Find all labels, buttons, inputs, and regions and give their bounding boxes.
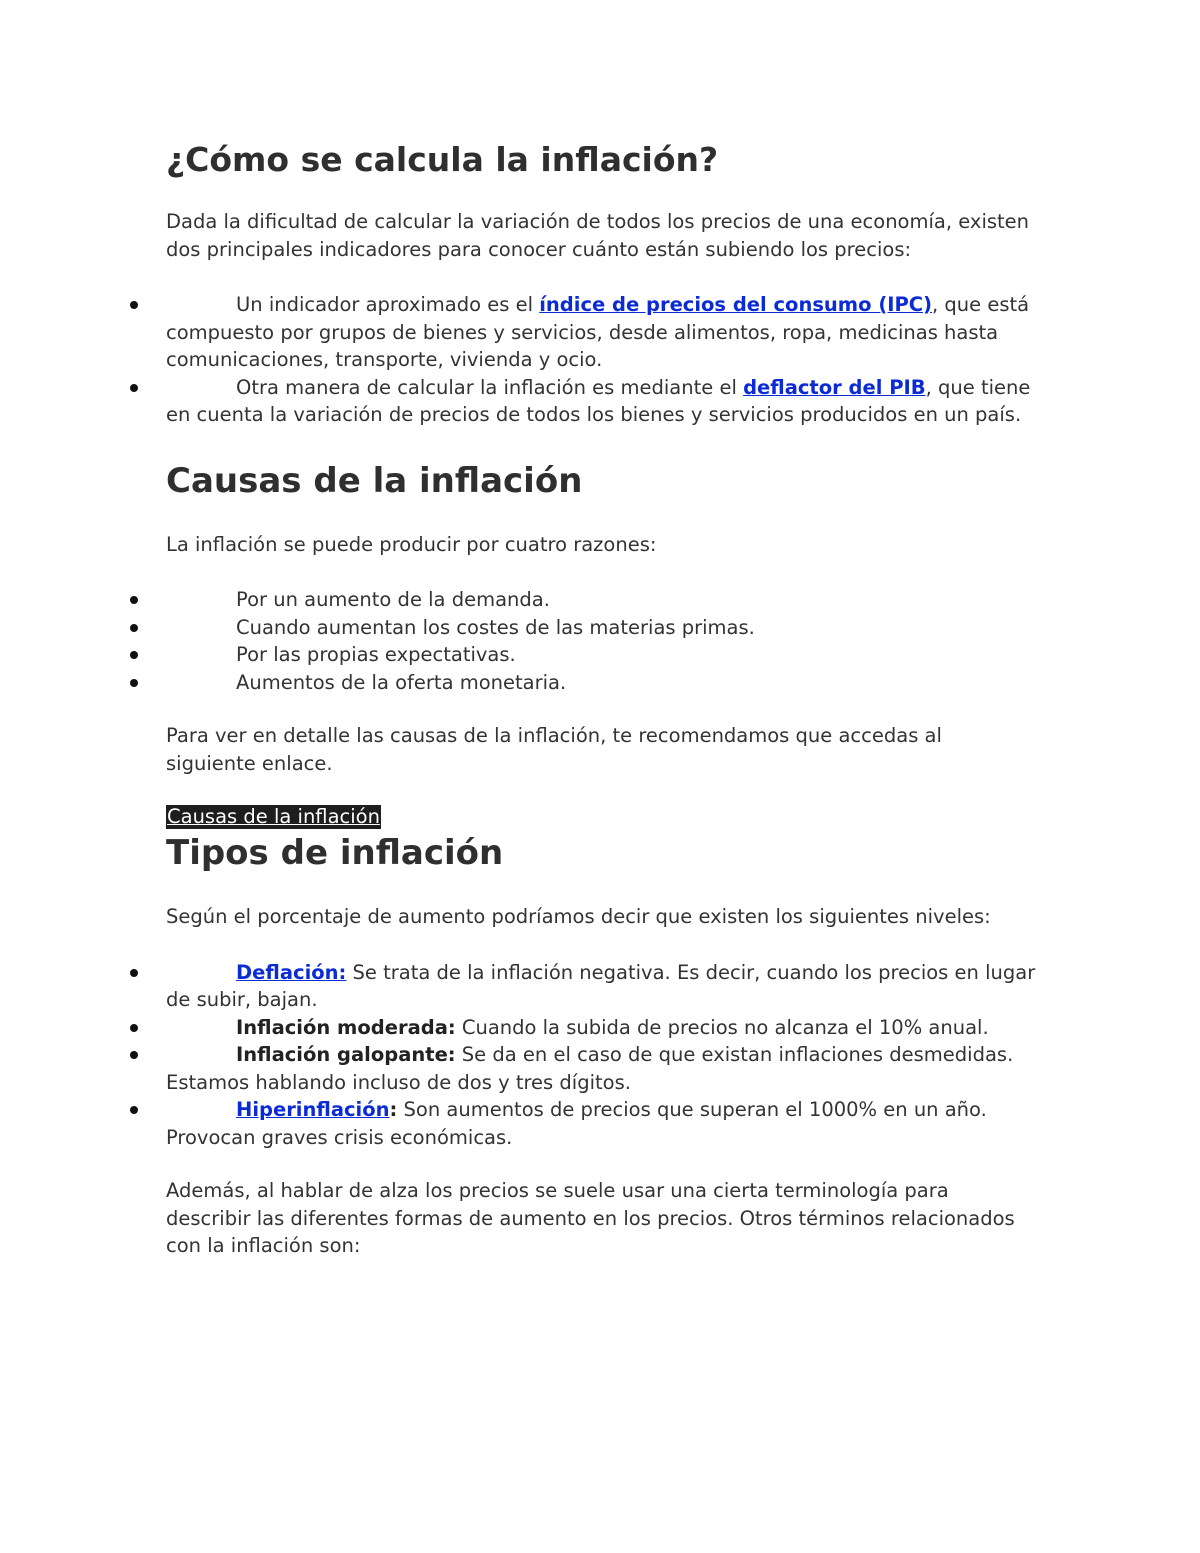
deflactor-pib-link[interactable]: deflactor del PIB (743, 375, 926, 399)
list-item-galopante (166, 1041, 1036, 1096)
term-colon: : (389, 1098, 398, 1121)
paragraph-intro-tipos: Según el porcentaje de aumento podríamos decir que existen los siguientes niveles: (166, 905, 991, 928)
bullet-icon (130, 969, 138, 977)
bullet-icon (130, 1051, 138, 1059)
list-item-text: Un indicador aproximado es el (236, 293, 540, 316)
list-item (166, 641, 1036, 669)
list-item-text: Se trata de la inflación negativa. Es decir, cuando los precios en lugar de subir, bajan. (166, 960, 1036, 1011)
list-causas (166, 586, 1036, 696)
list-item-text: Se da en el caso de que existan inflaciones desmedidas. Estamos hablando incluso de dos y tres dígitos. (166, 1043, 1014, 1094)
paragraph-recomendacion: Para ver en detalle las causas de la inflación, te recomendamos que accedas al siguiente enlace. (166, 724, 942, 775)
list-item-text: Por un aumento de la demanda. (236, 588, 550, 611)
list-item (166, 669, 1036, 697)
heading-calculo-inflacion: ¿Cómo se calcula la inflación? (166, 140, 719, 179)
term-label: Inflación galopante: (236, 1043, 456, 1066)
bullet-icon (130, 1024, 138, 1032)
list-item-text: Son aumentos de precios que superan el 1000% en un año. Provocan graves crisis económicas. (166, 1098, 987, 1149)
list-item-text: , que tiene en cuenta la variación de precios de todos los bienes y servicios producidos en un país. (166, 375, 1031, 426)
document-page (166, 138, 1036, 1260)
list-item (166, 586, 1036, 614)
list-item (166, 614, 1036, 642)
list-item-deflactor (166, 374, 1036, 429)
bullet-icon (130, 651, 138, 659)
list-item-text: Aumentos de la oferta monetaria. (236, 670, 567, 694)
paragraph-terminologia: Además, al hablar de alza los precios se suele usar una cierta terminología para describir las diferentes formas de aumento en los precios. Otros términos relacionados con la inflación son: (166, 1179, 1015, 1257)
list-item-text: , que está compuesto por grupos de bienes y servicios, desde alimentos, ropa, medicinas hasta comunicaciones, transporte, vivienda y ocio. (166, 293, 1030, 371)
bullet-icon (130, 596, 138, 604)
list-indicadores (166, 291, 1036, 429)
term-label: Inflación moderada: (236, 1015, 456, 1039)
bullet-icon (130, 679, 138, 687)
paragraph-intro-calculo: Dada la dificultad de calcular la variación de todos los precios de una economía, existen dos principales indicadores para conocer cuánto están subiendo los precios: (166, 210, 1030, 261)
list-item-text: Cuando la subida de precios no alcanza el 10% anual. (455, 1015, 989, 1039)
list-item-hiperinflacion (166, 1096, 1036, 1151)
list-item-deflacion (166, 959, 1036, 1014)
list-item-text: Por las propias expectativas. (236, 643, 516, 666)
heading-causas-inflacion: Causas de la inflación (166, 460, 583, 501)
list-item-text: Otra manera de calcular la inflación es mediante el (236, 375, 744, 399)
bullet-icon (130, 1106, 138, 1114)
hiperinflacion-link[interactable]: Hiperinflación (236, 1098, 390, 1121)
causas-inflacion-link[interactable]: Causas de la inflación (167, 805, 380, 828)
ipc-link[interactable]: índice de precios del consumo (IPC) (539, 293, 932, 316)
heading-tipos-inflacion: Tipos de inflación (166, 833, 504, 873)
bullet-icon (130, 384, 138, 392)
list-item-moderada (166, 1014, 1036, 1042)
bullet-icon (130, 301, 138, 309)
list-item-ipc (166, 291, 1036, 374)
list-tipos (166, 959, 1036, 1152)
paragraph-intro-causas: La inflación se puede producir por cuatro razones: (166, 532, 657, 556)
bullet-icon (130, 624, 138, 632)
list-item-text: Cuando aumentan los costes de las materias primas. (236, 615, 755, 639)
deflacion-link[interactable]: Deflación: (236, 960, 347, 984)
